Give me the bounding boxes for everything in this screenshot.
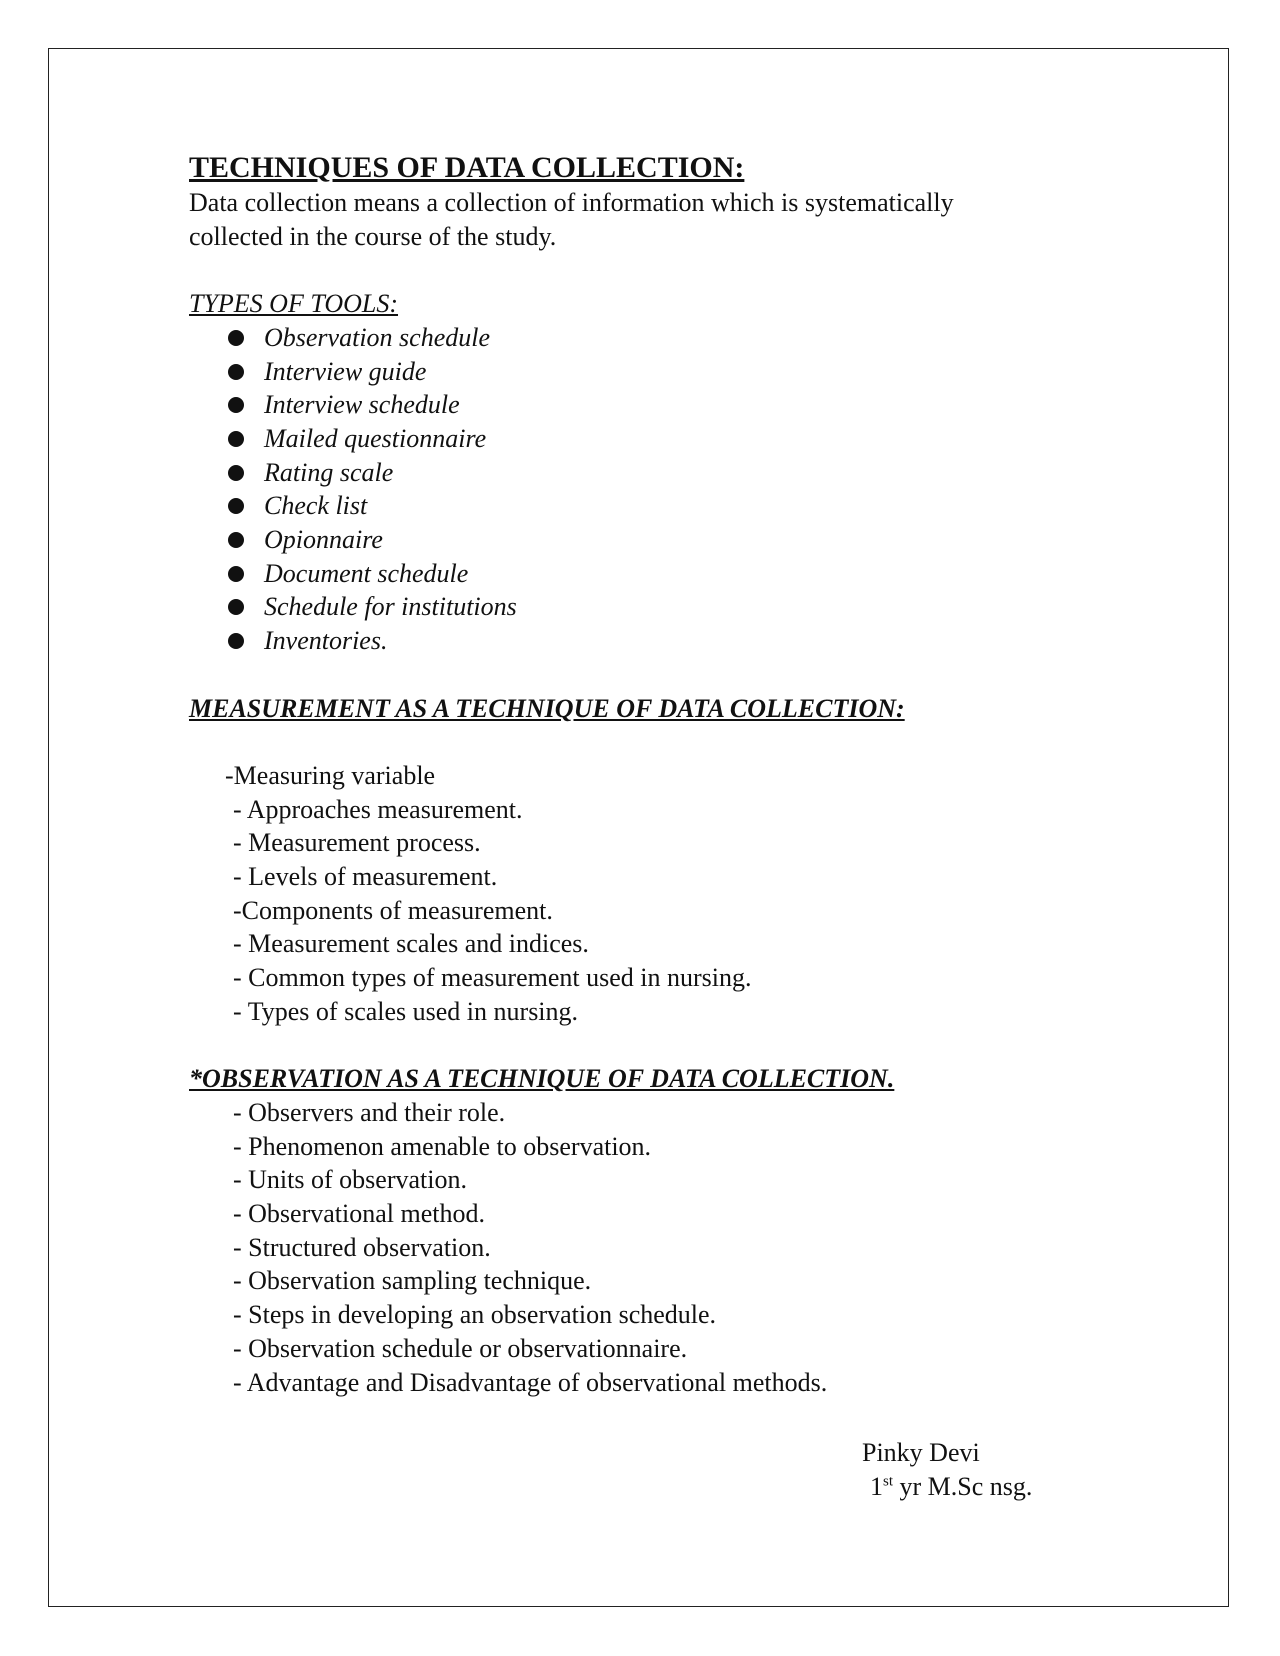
document-body bbox=[189, 150, 1089, 1399]
bullet-icon bbox=[228, 465, 244, 481]
observation-item: - Structured observation. bbox=[233, 1232, 491, 1262]
tools-list bbox=[189, 321, 1089, 658]
measurement-item: -Components of measurement. bbox=[233, 895, 553, 925]
signature-block bbox=[862, 1436, 1032, 1503]
measurement-list bbox=[189, 759, 1089, 1029]
measurement-item: - Common types of measurement used in nursing. bbox=[233, 963, 752, 993]
year-number: 1 bbox=[870, 1471, 883, 1501]
tool-item bbox=[189, 355, 1089, 389]
tool-label: Observation schedule bbox=[264, 322, 491, 352]
year-suffix: st bbox=[883, 1473, 894, 1490]
tool-item bbox=[189, 456, 1089, 490]
observation-item: - Phenomenon amenable to observation. bbox=[233, 1131, 652, 1161]
observation-item: - Units of observation. bbox=[233, 1165, 467, 1195]
bullet-icon bbox=[228, 599, 244, 615]
tool-item bbox=[189, 388, 1089, 422]
measurement-item: -Measuring variable bbox=[225, 760, 436, 790]
author-course bbox=[862, 1470, 1032, 1504]
bullet-icon bbox=[228, 566, 244, 582]
document-title: TECHNIQUES OF DATA COLLECTION: bbox=[189, 151, 745, 184]
tool-label: Inventories. bbox=[264, 626, 388, 656]
bullet-icon bbox=[228, 431, 244, 447]
tool-label: Document schedule bbox=[264, 558, 469, 588]
measurement-item: - Approaches measurement. bbox=[233, 794, 523, 824]
tool-item bbox=[189, 557, 1089, 591]
measurement-item: - Measurement process. bbox=[233, 828, 481, 858]
intro-line-1: Data collection means a collection of information which is systematically bbox=[189, 188, 954, 217]
tools-heading: TYPES OF TOOLS: bbox=[189, 289, 399, 319]
bullet-icon bbox=[228, 498, 244, 514]
measurement-item: - Types of scales used in nursing. bbox=[233, 996, 579, 1026]
tool-label: Check list bbox=[264, 491, 368, 521]
tool-item bbox=[189, 489, 1089, 523]
author-name: Pinky Devi bbox=[862, 1438, 980, 1467]
tool-label: Interview guide bbox=[264, 356, 427, 386]
observation-item: - Observers and their role. bbox=[233, 1097, 506, 1127]
observation-list bbox=[189, 1096, 1089, 1399]
observation-item: - Observation sampling technique. bbox=[233, 1266, 592, 1296]
bullet-icon bbox=[228, 532, 244, 548]
observation-item: - Observational method. bbox=[233, 1199, 485, 1229]
tool-item bbox=[189, 422, 1089, 456]
measurement-item: - Levels of measurement. bbox=[233, 862, 498, 892]
observation-item: - Observation schedule or observationnaire. bbox=[233, 1333, 688, 1363]
tool-label: Mailed questionnaire bbox=[264, 423, 487, 453]
bullet-icon bbox=[228, 633, 244, 649]
observation-item: - Advantage and Disadvantage of observational methods. bbox=[233, 1367, 828, 1397]
tool-item bbox=[189, 321, 1089, 355]
tool-label: Opionnaire bbox=[264, 525, 383, 555]
tool-item bbox=[189, 590, 1089, 624]
bullet-icon bbox=[228, 330, 244, 346]
measurement-item: - Measurement scales and indices. bbox=[233, 929, 589, 959]
tool-label: Rating scale bbox=[264, 457, 394, 487]
tool-item bbox=[189, 624, 1089, 658]
bullet-icon bbox=[228, 364, 244, 380]
intro-line-2: collected in the course of the study. bbox=[189, 221, 557, 251]
tool-label: Schedule for institutions bbox=[264, 592, 517, 622]
tool-item bbox=[189, 523, 1089, 557]
tool-label: Interview schedule bbox=[264, 390, 460, 420]
observation-item: - Steps in developing an observation schedule. bbox=[233, 1300, 717, 1330]
bullet-icon bbox=[228, 397, 244, 413]
observation-heading: *OBSERVATION AS A TECHNIQUE OF DATA COLLECTION. bbox=[189, 1064, 895, 1094]
measurement-heading: MEASUREMENT AS A TECHNIQUE OF DATA COLLECTION: bbox=[189, 693, 905, 723]
course-label: yr M.Sc nsg. bbox=[893, 1471, 1033, 1501]
